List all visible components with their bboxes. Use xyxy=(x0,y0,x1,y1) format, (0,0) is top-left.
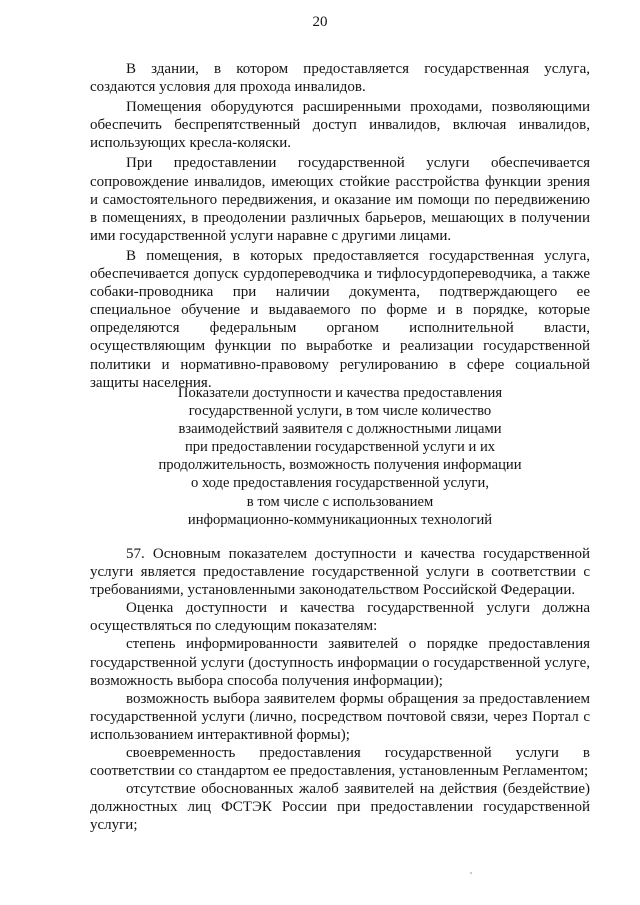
heading-line: продолжительность, возможность получения информации xyxy=(158,457,522,474)
paragraph: степень информированности заявителей о порядке предоставления государственной услуги (доступность информации о государственной услуге, возможность выбора способа получения информации); xyxy=(90,636,590,689)
scan-speck xyxy=(470,872,472,874)
paragraph: отсутствие обоснованных жалоб заявителей на действия (бездействие) должностных лиц ФСТЭК России при предоставлении государственной услуги; xyxy=(90,781,590,834)
paragraph: При предоставлении государственной услуги обеспечивается сопровождение инвалидов, имеющих стойкие расстройства функции зрения и самостоятельного передвижения, и оказание им помощи по передвижению в помещениях, в преодолении различных барьеров, мешающих в получении ими государственной услуги наравне с другими лицами. xyxy=(90,155,590,244)
heading-line: государственной услуги, в том числе количество xyxy=(188,403,492,420)
heading-line: при предоставлении государственной услуги и их xyxy=(184,439,496,456)
heading-line: информационно-коммуникационных технологий xyxy=(187,511,493,528)
paragraph: Помещения оборудуются расширенными проходами, позволяющими обеспечить беспрепятственный доступ инвалидов, включая инвалидов, использующих кресла-коляски. xyxy=(90,99,590,152)
page-number: 20 xyxy=(312,14,328,30)
heading-line: Показатели доступности и качества предоставления xyxy=(177,385,503,401)
paragraph: 57. Основным показателем доступности и качества государственной услуги является предоставление государственной услуги в соответствии с требованиями, установленными законодательством Российской Федерации. xyxy=(90,546,590,599)
paragraph: В помещения, в которых предоставляется государственная услуга, обеспечивается допуск сурдопереводчика и тифлосурдопереводчика, а также собаки-проводника при наличии документа, подтверждающего ее специальное обучение и выдаваемого по форме и в порядке, которые определяются федеральным органом исполнительной власти, осуществляющим функции по выработке и реализации государственной политики и нормативно-правовому регулированию в сфере социальной защиты населения. xyxy=(90,247,590,391)
heading-line: взаимодействий заявителя с должностными лицами xyxy=(178,421,502,438)
accessibility-conditions-section xyxy=(90,60,590,392)
heading-line: в том числе с использованием xyxy=(246,493,434,510)
paragraph: Оценка доступности и качества государственной услуги должна осуществляться по следующим показателям: xyxy=(90,600,590,635)
paragraph: возможность выбора заявителем формы обращения за предоставлением государственной услуги (лично, посредством почтовой связи, через Портал с использованием интерактивной формы); xyxy=(90,690,590,743)
heading-line: о ходе предоставления государственной услуги, xyxy=(191,475,489,492)
section-heading xyxy=(90,384,590,529)
quality-indicators-section xyxy=(90,545,590,835)
paragraph: В здании, в котором предоставляется государственная услуга, создаются условия для прохода инвалидов. xyxy=(90,61,590,96)
paragraph: своевременность предоставления государственной услуги в соответствии со стандартом ее предоставления, установленным Регламентом; xyxy=(90,745,590,780)
